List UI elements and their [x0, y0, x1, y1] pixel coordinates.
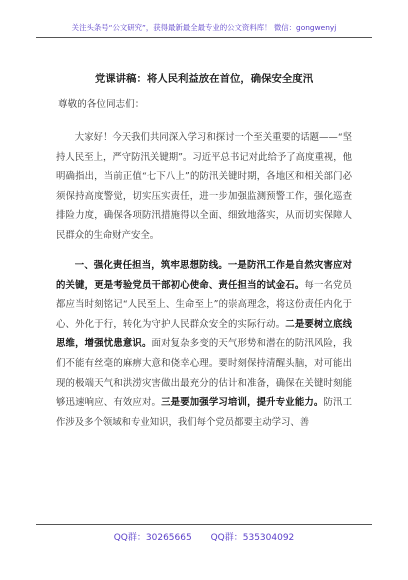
- point-two-text: 面对复杂多变的天气形势和潜在的防汛风险，我们不能有丝毫的麻痹大意和侥幸心理。要时刻保持清醒头脑，对可能出现的极端天气和洪涝灾害做出最充分的估计和准备，确保在关键时刻能够迅速响应、有效应对。: [56, 338, 352, 409]
- footer-qq-group-2: QQ群：535304092: [210, 533, 295, 543]
- header-banner: 关注头条号“公文研究”，获得最新最全最专业的公文资料库！ 微信：gongwenyj: [71, 23, 337, 32]
- footer: [0, 530, 408, 543]
- section-heading: 一、强化责任担当，筑牢思想防线。: [74, 260, 228, 271]
- salutation: 尊敬的各位同志们：: [58, 99, 145, 110]
- paragraph-section-one: [56, 256, 352, 432]
- footer-divider: [36, 524, 372, 525]
- point-one-heading: 一是防汛工作是自然灾害应对的关键，更是考验党员干部初心使命、责任担当的试金石。: [56, 260, 352, 291]
- point-two-heading: 二是要树立底线思维，增强忧患意识。: [56, 318, 352, 350]
- point-one-text: 每一名党员都应当时刻铭记“人民至上、生命至上”的崇高理念，将这份责任内化于心、外化于行，转化为守护人民群众安全的实际行动。: [56, 279, 352, 330]
- paragraph-intro: 大家好！今天我们共同深入学习和探讨一个至关重要的话题——“坚持人民至上，严守防汛关键期”。习近平总书记对此给予了高度重视，他明确指出，当前正值“七下八上”的防汛关键时期，各地区和相关部门必须保持高度警觉，切实压实责任，进一步加强监测预警工作，强化巡查排险力度，确保各项防汛措施得以全面、细致地落实，从而切实保障人民群众的生命财产安全。: [56, 132, 352, 241]
- header-divider: [36, 37, 372, 38]
- point-three-text: 防汛工作涉及多个领域和专业知识，我们每个党员都要主动学习、善: [56, 397, 352, 428]
- footer-qq-group-1: QQ群：30265665: [113, 533, 192, 543]
- document-title: 党课讲稿：将人民利益放在首位，确保安全度汛: [94, 73, 314, 85]
- point-three-heading: 三是要加强学习培训，提升专业能力。: [161, 397, 324, 409]
